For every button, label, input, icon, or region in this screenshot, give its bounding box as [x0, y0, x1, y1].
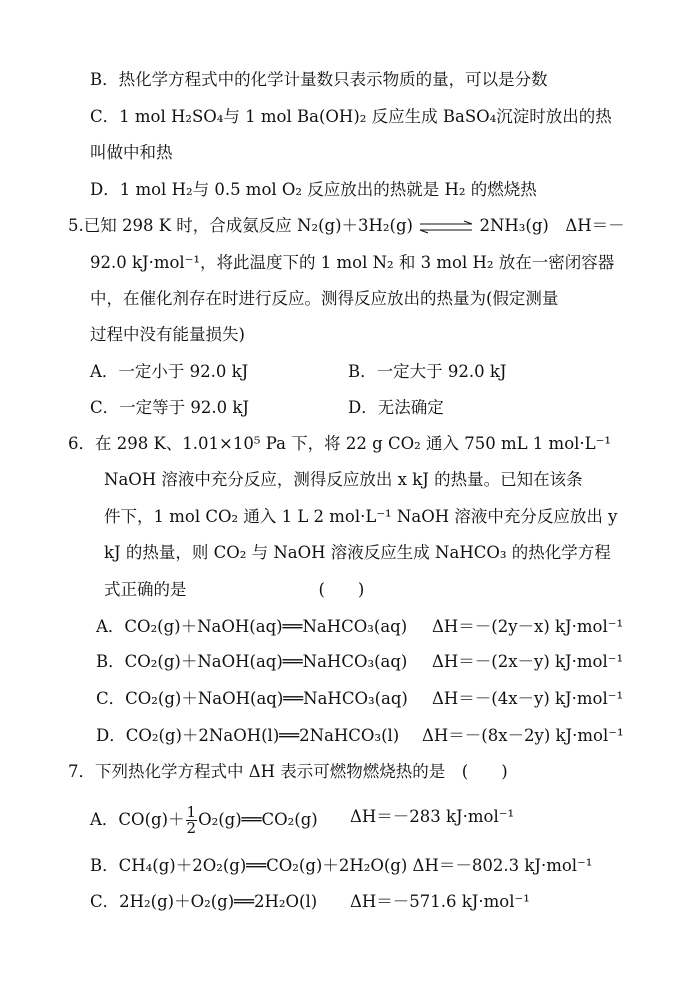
fraction-numerator: 1 [186, 803, 197, 821]
q7-option-a-prefix: A．CO(g)＋ [90, 810, 185, 829]
q7-option-b: B．CH₄(g)＋2O₂(g)══CO₂(g)＋2H₂O(g) ΔH＝－802.3 kJ·mol⁻¹ [90, 856, 593, 875]
q6-option-c-enthalpy: ΔH＝－(4x－y) kJ·mol⁻¹ [432, 689, 624, 708]
q4-option-c-line2: 叫做中和热 [90, 143, 173, 162]
q5-option-c: C．一定等于 92.0 kJ [90, 398, 249, 417]
one-half-fraction [186, 805, 198, 836]
q5-stem-line2: 92.0 kJ·mol⁻¹，将此温度下的 1 mol N₂ 和 3 mol H₂ 放在一密闭容器 [90, 253, 615, 272]
q6-option-a-enthalpy: ΔH＝－(2y－x) kJ·mol⁻¹ [432, 617, 624, 636]
fraction-denominator: 2 [186, 819, 197, 837]
q6-option-d-equation: D．CO₂(g)＋2NaOH(l)══2NaHCO₃(l) [96, 726, 400, 745]
q5-option-d: D．无法确定 [348, 398, 444, 417]
q5-stem-part1: 5.已知 298 K 时，合成氨反应 N₂(g)＋3H₂(g) [68, 216, 413, 235]
q5-option-b: B．一定大于 92.0 kJ [348, 362, 507, 381]
q7-option-a [90, 805, 318, 836]
q4-option-b: B．热化学方程式中的化学计量数只表示物质的量，可以是分数 [90, 70, 548, 89]
q7-stem: 7．下列热化学方程式中 ΔH 表示可燃物燃烧热的是 ( ) [68, 762, 508, 781]
q7-option-c-enthalpy: ΔH＝－571.6 kJ·mol⁻¹ [350, 892, 530, 911]
q4-option-c-line1: C．1 mol H₂SO₄与 1 mol Ba(OH)₂ 反应生成 BaSO₄沉淀时放出的热 [90, 107, 612, 126]
q6-stem-line4: kJ 的热量，则 CO₂ 与 NaOH 溶液反应生成 NaHCO₃ 的热化学方程 [104, 543, 611, 562]
q6-option-a-equation: A．CO₂(g)＋NaOH(aq)══NaHCO₃(aq) [96, 617, 408, 636]
q5-stem-line3: 中，在催化剂存在时进行反应。测得反应放出的热量为(假定测量 [90, 289, 559, 308]
q6-stem-line1: 6．在 298 K、1.01×10⁵ Pa 下，将 22 g CO₂ 通入 750 mL 1 mol·L⁻¹ [68, 434, 611, 453]
q6-option-b-equation: B．CO₂(g)＋NaOH(aq)══NaHCO₃(aq) [96, 652, 408, 671]
q5-stem-line4: 过程中没有能量损失) [90, 325, 245, 344]
q6-stem-line2: NaOH 溶液中充分反应，测得反应放出 x kJ 的热量。已知在该条 [104, 470, 583, 489]
q6-option-d-enthalpy: ΔH＝－(8x－2y) kJ·mol⁻¹ [422, 726, 624, 745]
q6-stem-line3: 件下，1 mol CO₂ 通入 1 L 2 mol·L⁻¹ NaOH 溶液中充分反应放出 y [104, 507, 618, 526]
q6-stem-line5: 式正确的是 ( ) [104, 580, 365, 599]
q5-stem-line1 [68, 214, 625, 238]
reversible-arrow-icon [418, 220, 474, 234]
q7-option-a-enthalpy: ΔH＝－283 kJ·mol⁻¹ [350, 807, 515, 826]
q5-option-a: A．一定小于 92.0 kJ [90, 362, 249, 381]
q5-stem-part2: 2NH₃(g) ΔH＝－ [479, 216, 625, 235]
q6-option-b-enthalpy: ΔH＝－(2x－y) kJ·mol⁻¹ [432, 652, 624, 671]
q7-option-a-suffix: O₂(g)══CO₂(g) [198, 810, 318, 829]
q6-option-c-equation: C．CO₂(g)＋NaOH(aq)══NaHCO₃(aq) [96, 689, 408, 708]
q7-option-c-equation: C．2H₂(g)＋O₂(g)══2H₂O(l) [90, 892, 318, 911]
q4-option-d: D．1 mol H₂与 0.5 mol O₂ 反应放出的热就是 H₂ 的燃烧热 [90, 180, 537, 199]
